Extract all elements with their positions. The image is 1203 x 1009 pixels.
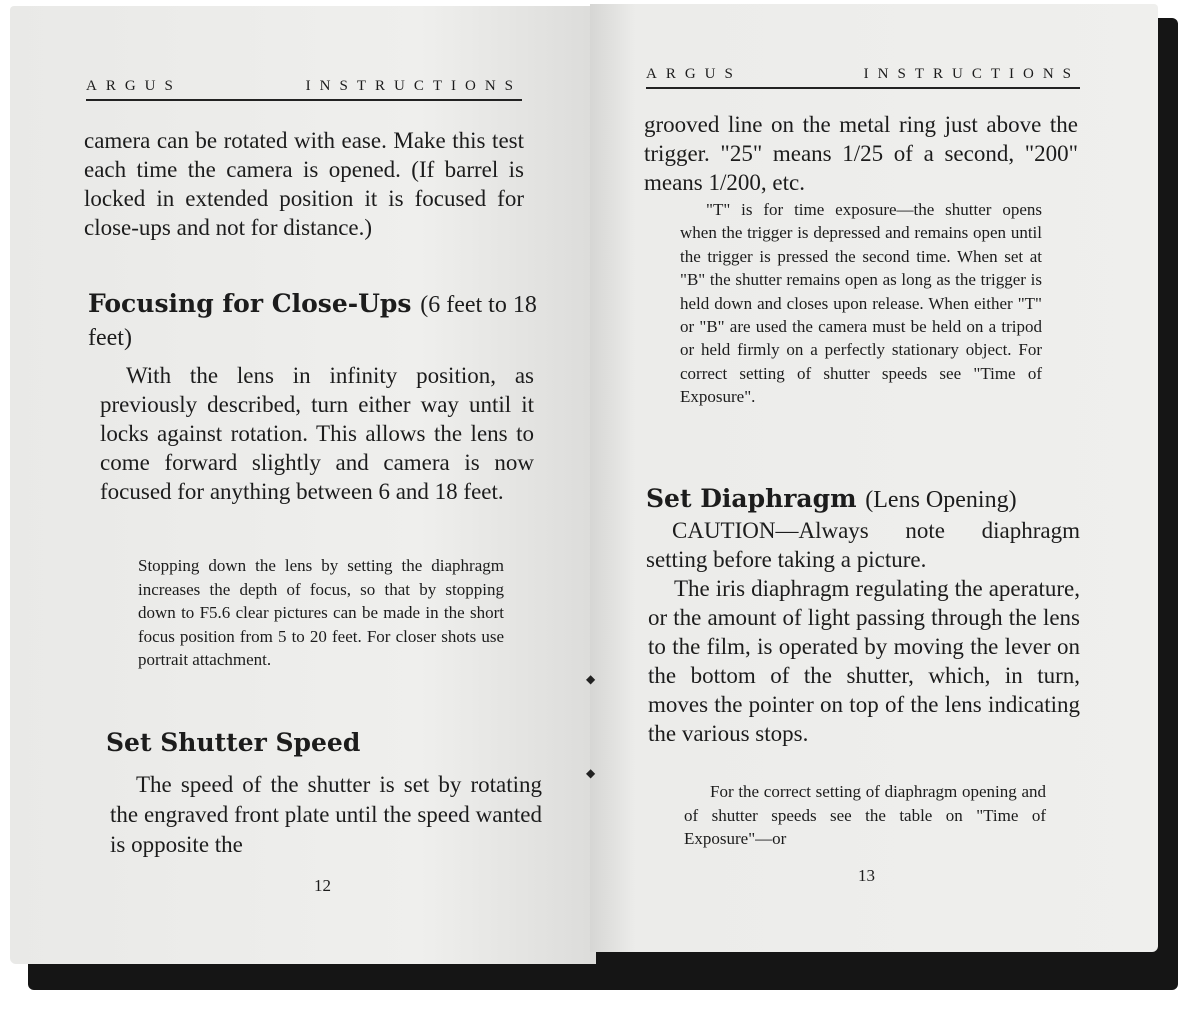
running-header: [86, 78, 522, 101]
body-paragraph: The speed of the shutter is set by rotating the engraved front plate until the speed wanted is opposite the: [110, 772, 542, 857]
note-paragraph: "T" is for time exposure—the shutter opens when the trigger is depressed and remains open until the trigger is pressed the second time. When set at "B" the shutter remains open as long as the trigger is held down and closes upon release. When either "T" or "B" are used the camera must be held on a tripod or held firmly on a perfectly stationary object. For correct setting of shutter speeds see "Time of Exposure".: [680, 200, 1042, 407]
section-heading-title: Set Diaphragm: [646, 484, 857, 513]
left-page: [10, 6, 596, 964]
body-paragraph: The iris diaphragm regulating the aperature, or the amount of light passing through the lens to the film, is operated by moving the lever on the bottom of the shutter, which, in turn, moves the pointer on top of the lens indicating the various stops.: [648, 576, 1080, 746]
running-header: [646, 66, 1080, 89]
note-paragraph: For the correct setting of diaphragm opening and of shutter speeds see the table on "Time of Exposure"—or: [684, 782, 1046, 848]
header-brand: ARGUS: [646, 66, 742, 82]
section-heading: [88, 288, 538, 354]
body-paragraph: camera can be rotated with ease. Make this test each time the camera is opened. (If barrel is locked in extended position it is focused for close-ups and not for distance.): [84, 128, 524, 240]
fold-mark: ◆: [586, 672, 596, 686]
page-number: 12: [314, 876, 331, 895]
note-paragraph: Stopping down the lens by setting the diaphragm increases the depth of focus, so that by stopping down to F5.6 clear pictures can be made in the short focus position from 5 to 20 feet. For closer shots use portrait attachment.: [138, 556, 504, 669]
section-heading-subtitle: (Lens Opening): [865, 487, 1017, 513]
section-heading-title: Focusing for Close-Ups: [88, 289, 412, 318]
header-title: INSTRUCTIONS: [305, 78, 522, 94]
body-paragraph: With the lens in infinity position, as previously described, turn either way until it locks against rotation. This allows the lens to come forward slightly and camera is now focused for anything between 6 and 18 feet.: [100, 363, 534, 504]
right-page: [590, 4, 1158, 952]
section-heading-subtitle: (6 feet to 18 feet): [88, 292, 537, 351]
fold-mark: ◆: [586, 766, 596, 780]
body-paragraph: grooved line on the metal ring just above the trigger. "25" means 1/25 of a second, "200" means 1/200, etc.: [644, 112, 1078, 195]
header-brand: ARGUS: [86, 78, 182, 94]
header-title: INSTRUCTIONS: [863, 66, 1080, 82]
section-heading: [106, 728, 526, 757]
page-number: 13: [858, 866, 875, 885]
caution-paragraph: CAUTION—Always note diaphragm setting before taking a picture.: [646, 518, 1080, 572]
section-heading: [646, 484, 1086, 514]
section-heading-title: Set Shutter Speed: [106, 728, 361, 757]
